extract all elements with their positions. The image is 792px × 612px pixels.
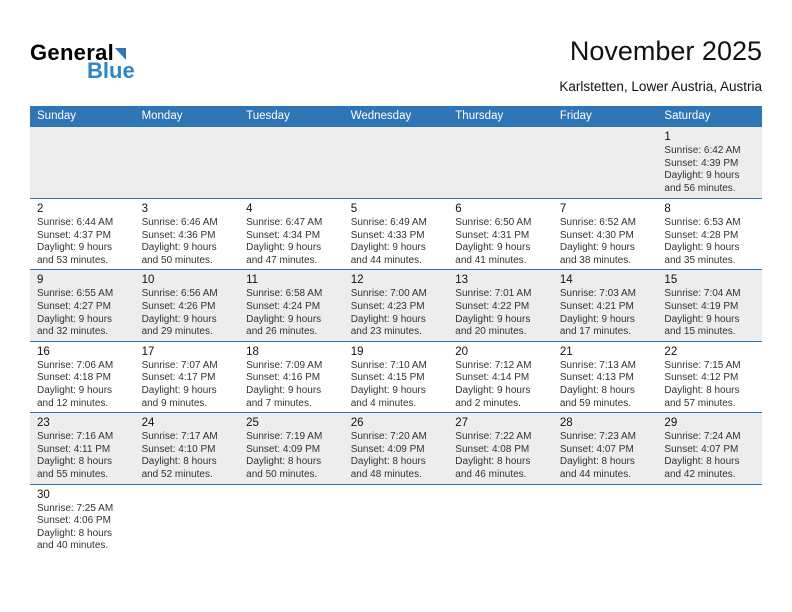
day-cell <box>344 270 449 340</box>
sunrise-text: Sunrise: 7:19 AM <box>246 431 323 443</box>
sunset-text: Sunset: 4:17 PM <box>141 372 216 384</box>
sunset-text: Sunset: 4:22 PM <box>455 300 530 312</box>
sunrise-text: Sunrise: 7:00 AM <box>350 288 427 300</box>
day-cell <box>344 342 449 412</box>
sunrise-text: Sunrise: 7:10 AM <box>350 359 427 371</box>
day-number: 27 <box>455 417 469 430</box>
sunrise-text: Sunrise: 7:20 AM <box>350 431 427 443</box>
sunset-text: Sunset: 4:14 PM <box>455 372 530 384</box>
day-cell <box>344 413 449 483</box>
sunset-text: Sunset: 4:13 PM <box>559 372 634 384</box>
week-row <box>30 412 762 483</box>
sunrise-text: Sunrise: 6:55 AM <box>37 288 114 300</box>
daylight-text: and 55 minutes. <box>37 468 109 480</box>
empty-day-cell <box>553 485 658 555</box>
day-number: 26 <box>350 417 364 430</box>
day-cell <box>448 342 553 412</box>
daylight-text: and 41 minutes. <box>455 254 527 266</box>
week-row <box>30 341 762 412</box>
sunrise-text: Sunrise: 7:12 AM <box>455 359 532 371</box>
day-cell <box>30 413 135 483</box>
daylight-text: Daylight: 9 hours <box>664 242 740 254</box>
sunrise-text: Sunrise: 7:04 AM <box>664 288 741 300</box>
sunrise-text: Sunrise: 7:03 AM <box>559 288 636 300</box>
daylight-text: and 50 minutes. <box>141 254 213 266</box>
week-row <box>30 127 762 198</box>
sunset-text: Sunset: 4:08 PM <box>455 443 530 455</box>
sunset-text: Sunset: 4:39 PM <box>664 157 739 169</box>
daylight-text: and 7 minutes. <box>246 397 312 409</box>
sunrise-text: Sunrise: 6:53 AM <box>664 217 741 228</box>
daylight-text: Daylight: 8 hours <box>141 456 217 468</box>
daylight-text: Daylight: 9 hours <box>141 384 217 396</box>
day-number: 28 <box>559 417 573 430</box>
day-cell <box>135 342 240 412</box>
empty-day-cell <box>239 485 344 555</box>
day-number: 23 <box>37 417 50 430</box>
daylight-text: Daylight: 9 hours <box>664 170 740 182</box>
daylight-text: Daylight: 8 hours <box>559 384 635 396</box>
week-row <box>30 269 762 340</box>
daylight-text: and 15 minutes. <box>664 326 736 338</box>
empty-day-cell <box>448 127 553 198</box>
day-number: 19 <box>350 345 364 358</box>
daylight-text: Daylight: 9 hours <box>246 384 322 396</box>
day-number: 4 <box>246 203 253 215</box>
daylight-text: Daylight: 9 hours <box>246 242 322 254</box>
empty-day-cell <box>344 485 449 555</box>
sunset-text: Sunset: 4:09 PM <box>350 443 425 455</box>
weekday-header: Wednesday <box>350 110 412 122</box>
sunset-text: Sunset: 4:21 PM <box>559 300 634 312</box>
sunset-text: Sunset: 4:07 PM <box>559 443 634 455</box>
sunrise-text: Sunrise: 7:16 AM <box>37 431 114 443</box>
day-cell <box>553 413 658 483</box>
day-cell <box>135 270 240 340</box>
daylight-text: and 12 minutes. <box>37 397 109 409</box>
daylight-text: and 50 minutes. <box>246 468 318 480</box>
daylight-text: Daylight: 9 hours <box>141 242 217 254</box>
day-cell <box>135 199 240 269</box>
daylight-text: Daylight: 9 hours <box>350 313 426 325</box>
weekday-header: Saturday <box>664 110 711 122</box>
day-number: 10 <box>141 274 155 287</box>
calendar <box>30 106 762 555</box>
sunset-text: Sunset: 4:33 PM <box>350 229 425 241</box>
day-cell <box>30 485 135 555</box>
day-number: 11 <box>246 274 259 287</box>
weekday-header: Monday <box>141 110 183 122</box>
daylight-text: and 59 minutes. <box>559 397 632 409</box>
sunrise-text: Sunrise: 7:17 AM <box>141 431 218 443</box>
daylight-text: and 57 minutes. <box>664 397 736 409</box>
daylight-text: and 53 minutes. <box>37 254 109 266</box>
sunset-text: Sunset: 4:31 PM <box>455 229 530 241</box>
daylight-text: Daylight: 9 hours <box>455 242 531 254</box>
weekday-header: Friday <box>559 110 592 122</box>
day-cell <box>448 199 553 269</box>
empty-day-cell <box>239 127 344 198</box>
sunset-text: Sunset: 4:24 PM <box>246 300 321 312</box>
day-number: 14 <box>559 274 573 287</box>
day-number: 17 <box>141 345 155 358</box>
daylight-text: and 46 minutes. <box>455 468 527 480</box>
week-row <box>30 484 762 555</box>
day-cell <box>553 199 658 269</box>
daylight-text: and 38 minutes. <box>559 254 632 266</box>
day-cell <box>344 199 449 269</box>
sunrise-text: Sunrise: 6:47 AM <box>246 217 323 228</box>
day-number: 6 <box>455 203 462 215</box>
daylight-text: and 26 minutes. <box>246 326 318 338</box>
daylight-text: and 4 minutes. <box>350 397 417 409</box>
daylight-text: and 35 minutes. <box>664 254 736 266</box>
sunrise-text: Sunrise: 7:07 AM <box>141 359 218 371</box>
sunset-text: Sunset: 4:36 PM <box>141 229 216 241</box>
weekday-header: Thursday <box>455 110 504 122</box>
day-cell <box>135 413 240 483</box>
day-number: 8 <box>664 203 671 215</box>
day-number: 30 <box>37 488 50 501</box>
day-number: 21 <box>559 345 573 358</box>
sunrise-text: Sunrise: 6:49 AM <box>350 217 427 228</box>
day-cell <box>448 413 553 483</box>
sunset-text: Sunset: 4:19 PM <box>664 300 739 312</box>
day-cell <box>657 270 762 340</box>
daylight-text: Daylight: 8 hours <box>37 527 113 539</box>
daylight-text: Daylight: 9 hours <box>455 384 531 396</box>
day-cell <box>239 413 344 483</box>
sunrise-text: Sunrise: 6:56 AM <box>141 288 218 300</box>
daylight-text: Daylight: 9 hours <box>455 313 531 325</box>
day-cell <box>553 342 658 412</box>
daylight-text: and 56 minutes. <box>664 182 736 194</box>
daylight-text: and 32 minutes. <box>37 326 109 338</box>
weekday-header: Sunday <box>37 110 77 122</box>
daylight-text: and 40 minutes. <box>37 540 109 552</box>
weekday-header-row <box>30 106 762 127</box>
empty-day-cell <box>30 127 135 198</box>
day-number: 25 <box>246 417 259 430</box>
sunset-text: Sunset: 4:15 PM <box>350 372 425 384</box>
daylight-text: Daylight: 9 hours <box>350 384 426 396</box>
daylight-text: Daylight: 8 hours <box>455 456 531 468</box>
daylight-text: and 47 minutes. <box>246 254 318 266</box>
day-cell <box>239 199 344 269</box>
sunset-text: Sunset: 4:28 PM <box>664 229 739 241</box>
empty-day-cell <box>657 485 762 555</box>
daylight-text: Daylight: 8 hours <box>559 456 635 468</box>
daylight-text: and 20 minutes. <box>455 326 527 338</box>
empty-day-cell <box>135 485 240 555</box>
day-cell <box>30 342 135 412</box>
empty-day-cell <box>135 127 240 198</box>
daylight-text: Daylight: 8 hours <box>350 456 426 468</box>
day-cell <box>30 270 135 340</box>
daylight-text: Daylight: 9 hours <box>559 242 635 254</box>
sunrise-text: Sunrise: 7:15 AM <box>664 359 741 371</box>
empty-day-cell <box>344 127 449 198</box>
sunset-text: Sunset: 4:18 PM <box>37 372 111 384</box>
day-number: 18 <box>246 345 259 358</box>
day-number: 12 <box>350 274 364 287</box>
sunrise-text: Sunrise: 7:22 AM <box>455 431 532 443</box>
daylight-text: Daylight: 8 hours <box>246 456 322 468</box>
general-blue-logo <box>30 42 135 82</box>
day-cell <box>239 342 344 412</box>
day-number: 29 <box>664 417 678 430</box>
sunset-text: Sunset: 4:30 PM <box>559 229 634 241</box>
day-cell <box>657 413 762 483</box>
sunrise-text: Sunrise: 6:58 AM <box>246 288 323 300</box>
daylight-text: Daylight: 8 hours <box>664 456 740 468</box>
sunset-text: Sunset: 4:11 PM <box>37 443 111 455</box>
day-cell <box>239 270 344 340</box>
sunset-text: Sunset: 4:27 PM <box>37 300 111 312</box>
sunset-text: Sunset: 4:23 PM <box>350 300 425 312</box>
weekday-header: Tuesday <box>246 110 290 122</box>
daylight-text: and 29 minutes. <box>141 326 213 338</box>
day-number: 16 <box>37 345 50 358</box>
day-number: 24 <box>141 417 155 430</box>
daylight-text: Daylight: 9 hours <box>141 313 217 325</box>
daylight-text: Daylight: 9 hours <box>37 242 113 254</box>
sunrise-text: Sunrise: 6:52 AM <box>559 217 636 228</box>
daylight-text: and 48 minutes. <box>350 468 422 480</box>
logo-word-blue: Blue <box>87 58 135 83</box>
sunset-text: Sunset: 4:12 PM <box>664 372 739 384</box>
daylight-text: Daylight: 9 hours <box>37 313 113 325</box>
daylight-text: and 9 minutes. <box>141 397 208 409</box>
sunrise-text: Sunrise: 7:24 AM <box>664 431 741 443</box>
sunrise-text: Sunrise: 7:01 AM <box>455 288 532 300</box>
day-cell <box>553 270 658 340</box>
day-number: 7 <box>559 203 567 215</box>
empty-day-cell <box>448 485 553 555</box>
daylight-text: Daylight: 9 hours <box>664 313 740 325</box>
sunset-text: Sunset: 4:06 PM <box>37 515 111 527</box>
week-row <box>30 198 762 269</box>
page-subtitle: Karlstetten, Lower Austria, Austria <box>559 79 762 94</box>
day-number: 5 <box>350 203 358 215</box>
daylight-text: Daylight: 8 hours <box>664 384 740 396</box>
logo-word-general: General <box>30 40 115 65</box>
sunset-text: Sunset: 4:07 PM <box>664 443 739 455</box>
daylight-text: and 2 minutes. <box>455 397 521 409</box>
sunrise-text: Sunrise: 6:44 AM <box>37 217 114 228</box>
sunrise-text: Sunrise: 7:13 AM <box>559 359 636 371</box>
daylight-text: Daylight: 9 hours <box>559 313 635 325</box>
sunrise-text: Sunrise: 6:46 AM <box>141 217 218 228</box>
daylight-text: Daylight: 8 hours <box>37 456 113 468</box>
sunrise-text: Sunrise: 6:42 AM <box>664 145 741 156</box>
day-number: 20 <box>455 345 469 358</box>
sunrise-text: Sunrise: 7:09 AM <box>246 359 323 371</box>
sunset-text: Sunset: 4:37 PM <box>37 229 111 241</box>
empty-day-cell <box>553 127 658 198</box>
daylight-text: and 44 minutes. <box>559 468 632 480</box>
day-number: 22 <box>664 345 678 358</box>
daylight-text: Daylight: 9 hours <box>350 242 426 254</box>
daylight-text: Daylight: 9 hours <box>246 313 322 325</box>
sunset-text: Sunset: 4:10 PM <box>141 443 216 455</box>
daylight-text: Daylight: 9 hours <box>37 384 113 396</box>
sunset-text: Sunset: 4:16 PM <box>246 372 321 384</box>
daylight-text: and 17 minutes. <box>559 326 632 338</box>
day-number: 1 <box>664 131 671 143</box>
day-number: 9 <box>37 274 44 287</box>
sunrise-text: Sunrise: 7:25 AM <box>37 502 114 514</box>
daylight-text: and 44 minutes. <box>350 254 422 266</box>
sunrise-text: Sunrise: 7:23 AM <box>559 431 636 443</box>
day-cell <box>657 127 762 198</box>
sunrise-text: Sunrise: 7:06 AM <box>37 359 114 371</box>
daylight-text: and 52 minutes. <box>141 468 213 480</box>
day-cell <box>448 270 553 340</box>
day-cell <box>30 199 135 269</box>
day-number: 13 <box>455 274 469 287</box>
sunrise-text: Sunrise: 6:50 AM <box>455 217 532 228</box>
sunset-text: Sunset: 4:09 PM <box>246 443 321 455</box>
day-cell <box>657 342 762 412</box>
daylight-text: and 23 minutes. <box>350 326 422 338</box>
day-number: 15 <box>664 274 678 287</box>
daylight-text: and 42 minutes. <box>664 468 736 480</box>
day-cell <box>657 199 762 269</box>
page-title: November 2025 <box>569 36 762 66</box>
sunset-text: Sunset: 4:34 PM <box>246 229 321 241</box>
sunset-text: Sunset: 4:26 PM <box>141 300 216 312</box>
day-number: 2 <box>37 203 44 215</box>
day-number: 3 <box>141 203 148 215</box>
